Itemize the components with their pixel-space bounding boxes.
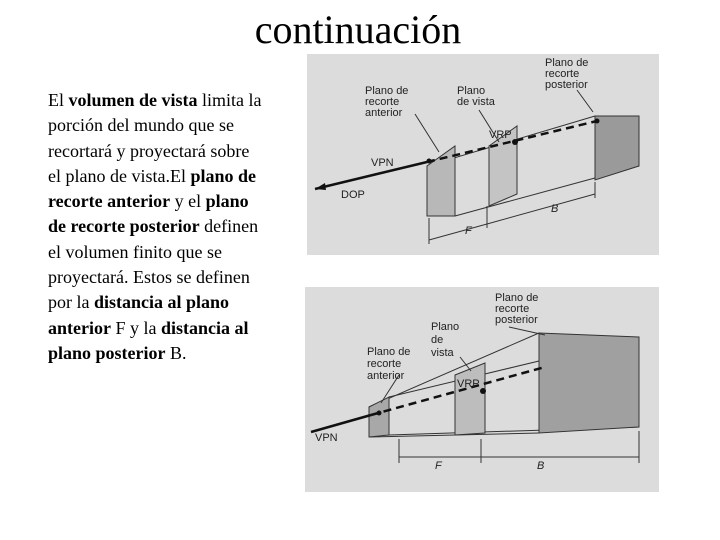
paragraph-bold-term: plano de recorte anterior [48,165,256,212]
paragraph-bold-term: distancia al plano posterior [48,317,249,363]
label-back-line1: Plano de [545,57,589,69]
label-view-line1: Plano [431,321,460,333]
label-back-line2: recorte [495,303,530,315]
vrp-point [512,139,518,145]
back-plane-point [595,119,600,124]
slide-title-text: continuación [254,7,462,52]
label-back-line2: recorte [545,68,580,80]
slide-title [0,4,720,56]
label-back-line1: Plano de [495,292,539,304]
front-plane-point [427,159,432,164]
label-front-line3: anterior [367,370,405,382]
vpn-line [311,415,371,432]
label-view-line2: de [431,334,444,346]
label-dop: DOP [341,189,365,201]
paragraph-bold-term: volumen de vista [68,90,198,110]
body-paragraph [48,88,263,366]
front-clip-plane [427,146,455,216]
paragraph-text-run: y el [170,191,206,212]
label-f: F [435,460,442,472]
vrp-point [480,388,486,394]
label-front-line1: Plano de [365,85,409,97]
dop-arrowhead [315,183,326,190]
label-vrp: VRP [489,129,512,141]
label-back-line3: posterior [495,314,538,326]
paragraph-bold-term: distancia al plano anterior [48,292,230,338]
label-vpn: VPN [371,157,394,169]
label-front-line2: recorte [367,358,402,370]
label-b: B [551,203,559,215]
paragraph-text-run: El [48,90,69,110]
front-clip-plane [369,397,389,437]
label-view-line2: de vista [457,96,495,108]
paragraph-bold-term: plano de recorte posterior [48,191,249,237]
paragraph-text-run: F y la [110,317,161,338]
paragraph-text-run: definen el volumen finito que se proyectará. Estos se definen por la [48,216,259,313]
label-f: F [465,225,472,237]
label-view-line3: vista [431,347,454,359]
parallel-view-volume-diagram [307,54,659,255]
label-back-line3: posterior [545,79,588,91]
front-plane-point [377,411,382,416]
parallel-view-volume-figure [307,54,659,255]
paragraph-text-run: limita la porción del mundo que se recortará y proyectará sobre el plano de vista.El [48,90,262,186]
label-front-line2: recorte [365,96,400,108]
perspective-view-volume-figure [305,287,659,492]
label-front-line1: Plano de [367,346,411,358]
label-vpn: VPN [315,432,338,444]
perspective-view-volume-diagram [305,287,659,492]
label-front-line3: anterior [365,107,403,119]
label-b: B [537,460,545,472]
back-clip-plane [539,333,639,433]
label-vrp: VRP [457,378,480,390]
label-view-line1: Plano [457,85,486,97]
view-plane [455,363,485,435]
back-clip-plane [595,116,639,180]
paragraph-text-run: B. [165,342,187,363]
